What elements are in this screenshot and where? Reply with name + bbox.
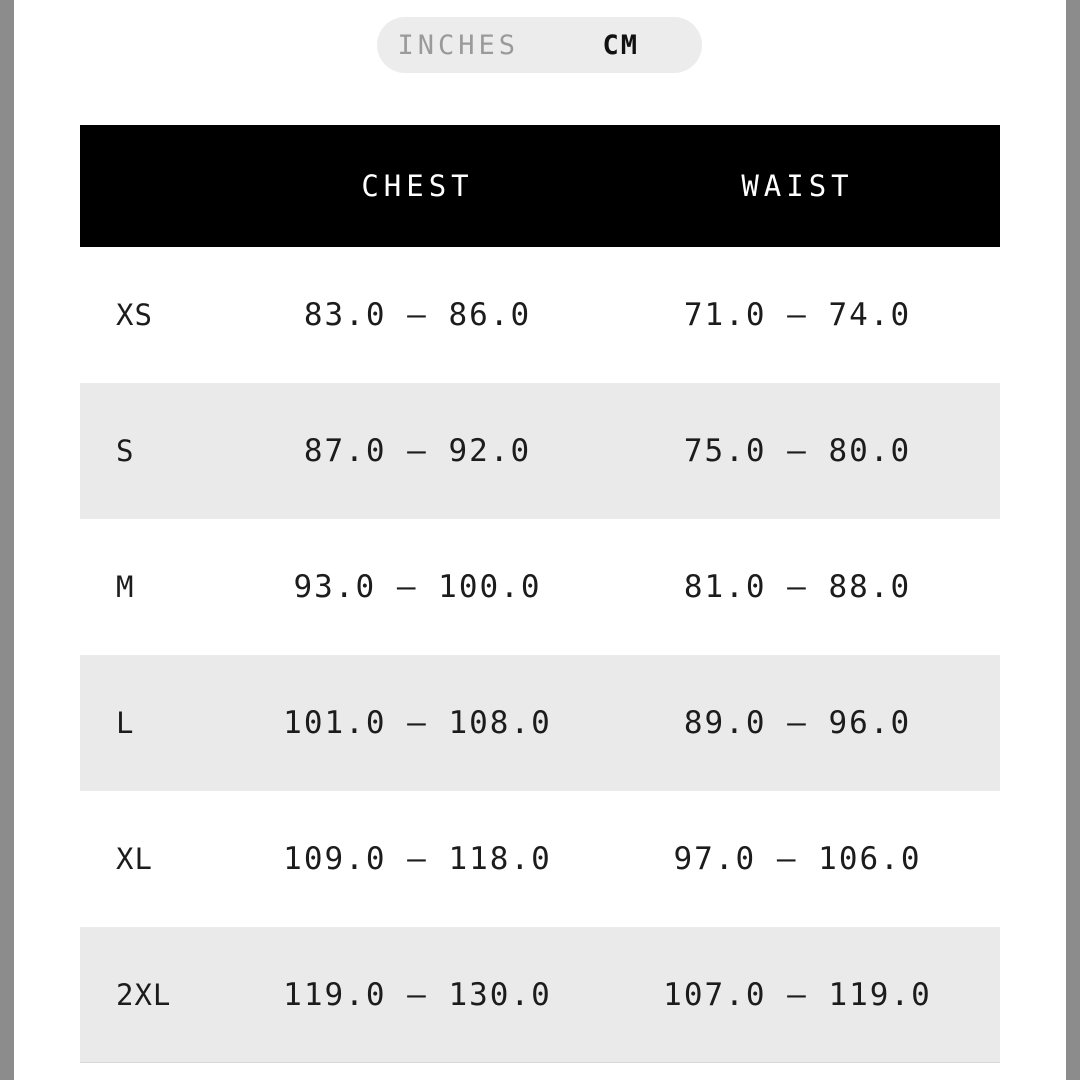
size-chart-screen — [14, 0, 1066, 1080]
cell-size: M — [116, 569, 135, 604]
unit-toggle[interactable] — [377, 17, 702, 73]
cell-chest: 119.0 – 130.0 — [240, 927, 595, 1063]
cell-waist: 75.0 – 80.0 — [683, 432, 912, 469]
cell-size: S — [116, 433, 135, 468]
table-row — [80, 655, 1000, 791]
cell-size: 2XL — [80, 927, 240, 1063]
cell-waist: 71.0 – 74.0 — [683, 296, 912, 333]
cell-waist: 81.0 – 88.0 — [683, 568, 912, 605]
column-header-waist: WAIST — [741, 169, 854, 203]
table-body — [80, 247, 1000, 1063]
table-header — [80, 125, 1000, 247]
table-row — [80, 383, 1000, 519]
cell-chest: 109.0 – 118.0 — [283, 840, 552, 877]
column-header-size — [80, 125, 240, 247]
cell-chest: 93.0 – 100.0 — [293, 568, 542, 605]
unit-option-cm[interactable]: CM — [602, 29, 639, 61]
cell-chest: 83.0 – 86.0 — [303, 296, 532, 333]
table-row — [80, 791, 1000, 927]
cell-size: L — [116, 705, 135, 740]
column-header-chest: CHEST — [361, 169, 474, 203]
cell-waist: 107.0 – 119.0 — [595, 927, 1000, 1063]
unit-option-inches[interactable]: INCHES — [397, 29, 520, 61]
table-row — [80, 519, 1000, 655]
cell-waist: 89.0 – 96.0 — [683, 704, 912, 741]
cell-waist: 97.0 – 106.0 — [673, 840, 922, 877]
table-row — [80, 247, 1000, 383]
cell-size: XL — [116, 841, 153, 876]
cell-size: XS — [116, 297, 153, 332]
table-header-row — [80, 125, 1000, 247]
cell-chest: 101.0 – 108.0 — [283, 704, 552, 741]
cell-chest: 87.0 – 92.0 — [303, 432, 532, 469]
size-chart-table — [80, 125, 1000, 1063]
table-row — [80, 927, 1000, 1063]
